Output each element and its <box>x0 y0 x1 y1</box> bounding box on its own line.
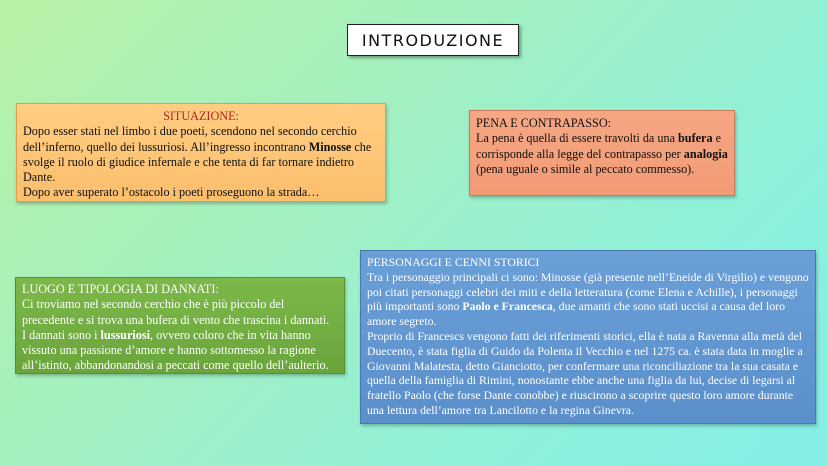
personaggi-paragraph-2: Proprio di Francescs vengono fatti dei riferimenti storici, ella è nata a Ravenna alla metà del Duecento, è stata figlia di Guido da Polenta il Vecchio e nel 1275 ca. è stata data in moglie a Giovanni Malatesta, detto Gianciotto, per confermare una riconciliazione tra la sua casata e quella della famiglia di Rimini, nonostante ebbe anche una figlia da lui, decise di legarsi al fratello Paolo (che forse Dante conobbe) e riuscirono a scoprire questo loro amore durante una lettura dell’amore tra Lancilotto e la regina Ginevra. <box>367 328 803 417</box>
situazione-card <box>16 103 386 202</box>
situazione-paragraph-2: Dopo aver superato l’ostacolo i poeti proseguono la strada… <box>23 185 320 200</box>
pena-paragraph <box>476 131 728 177</box>
personaggi-text-a: Tra i personaggio principali ci sono: Minosse (già presente nell’Eneide di Virgilio) e vengono poi citati personaggi celebri dei miti e della letteratura (come Elena e Achille), i personaggi più importanti sono <box>367 269 809 314</box>
situazione-text-a: Dopo esser stati nel limbo i due poeti, scendono nel secondo cerchio dell’inferno, quello dei lussuriosi. All’ingresso incontrano <box>23 124 357 154</box>
situazione-bold-minosse: Minosse <box>308 139 352 154</box>
personaggi-card <box>360 250 816 424</box>
luogo-card <box>15 277 345 374</box>
pena-text-3: (pena uguale o simile al peccato commesso). <box>476 161 695 176</box>
personaggi-text-b: , due amanti che sono stati uccisi a causa del loro amore segreto. <box>367 299 786 329</box>
situazione-heading: SITUAZIONE: <box>163 109 239 123</box>
personaggi-heading: PERSONAGGI E CENNI STORICI <box>367 255 540 269</box>
pena-bold-bufera: bufera <box>678 131 713 146</box>
situazione-paragraph-1 <box>23 124 379 185</box>
title-box <box>347 24 519 56</box>
luogo-paragraph-1: Ci troviamo nel secondo cerchio che è più piccolo del precedente e si trova una bufera di vento che trascina i dannati. <box>22 297 330 327</box>
luogo-bold-lussuriosi: lussuriosi <box>100 327 150 342</box>
luogo-heading: LUOGO E TIPOLOGIA DI DANNATI: <box>22 282 219 296</box>
pena-text-1: La pena è quella di essere travolti da una <box>476 131 679 146</box>
personaggi-bold-paolo-francesca: Paolo e Francesca <box>462 299 553 314</box>
pena-text-2: e corrisponde alla legge del contrapasso per <box>476 131 722 161</box>
personaggi-paragraph-1 <box>367 270 809 329</box>
luogo-text-b: , ovvero coloro che in vita hanno vissuto una passione d’amore e hanno sottomesso la ragione all’istinto, abbandonandosi a peccati come quello dell’aulterio. <box>22 327 329 373</box>
situazione-text-b: che svolge il ruolo di giudice infernale e che tenta di far tornare indietro Dante. <box>23 139 372 185</box>
pena-heading: PENA E CONTRAPASSO: <box>476 116 612 130</box>
luogo-text-a: I dannati sono i <box>22 327 101 342</box>
pena-bold-analogia: analogia <box>683 146 728 161</box>
luogo-paragraph-2 <box>22 328 338 374</box>
pena-card <box>469 110 735 196</box>
page-title: INTRODUZIONE <box>361 30 505 50</box>
